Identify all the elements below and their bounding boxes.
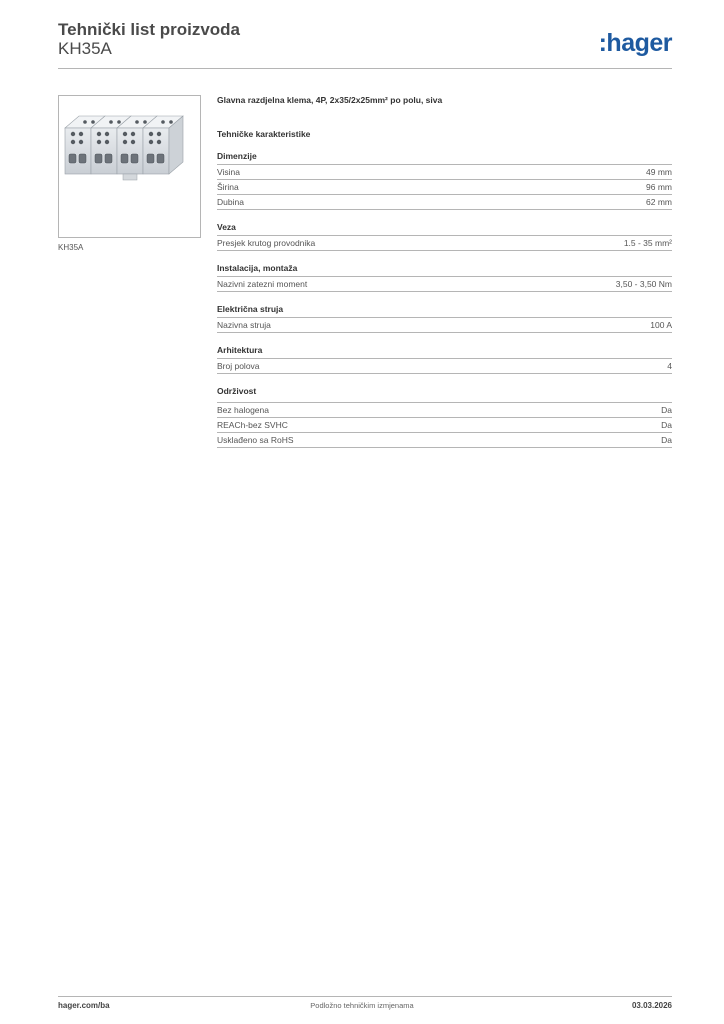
image-caption: KH35A [58,243,84,252]
spec-row [217,195,672,210]
spec-label: Broj polova [217,361,260,371]
hager-logo: :hager [598,29,672,57]
terminal-block-illustration [59,96,200,237]
footer-date: 03.03.2026 [631,1001,672,1010]
group-title-elektricna-struja: Električna struja [217,304,672,318]
spec-value: Da [661,405,672,415]
group-title-odrzivost: Održivost [217,386,672,403]
page-title: Tehnički list proizvoda [58,20,240,39]
product-image [58,95,201,238]
footer-disclaimer: Podložno tehničkim izmjenama [310,1001,414,1010]
footer-website-link[interactable]: hager.com/ba [58,1001,110,1010]
group-title-instalacija: Instalacija, montaža [217,263,672,277]
spec-row [217,433,672,448]
spec-value: 4 [667,361,672,371]
spec-label: Usklađeno sa RoHS [217,435,294,445]
spec-value: 62 mm [646,197,672,207]
group-title-dimenzije: Dimenzije [217,151,672,165]
spec-value: 96 mm [646,182,672,192]
spec-row [217,318,672,333]
spec-value: 3,50 - 3,50 Nm [615,279,672,289]
spec-row [217,359,672,374]
product-description: Glavna razdjelna klema, 4P, 2x35/2x25mm² po polu, siva [217,95,443,105]
section-title: Tehničke karakteristike [217,129,311,139]
spec-row [217,180,672,195]
spec-value: Da [661,435,672,445]
spec-row [217,277,672,292]
spec-value: Da [661,420,672,430]
spec-content [217,95,672,448]
spec-label: Nazivna struja [217,320,271,330]
spec-label: Nazivni zatezni moment [217,279,308,289]
spec-row [217,418,672,433]
spec-label: Dubina [217,197,244,207]
group-title-arhitektura: Arhitektura [217,345,672,359]
spec-row [217,403,672,418]
spec-row [217,236,672,251]
footer-divider [58,996,672,997]
spec-value: 100 A [650,320,672,330]
spec-label: Bez halogena [217,405,269,415]
spec-value: 1.5 - 35 mm² [623,238,672,248]
product-code: KH35A [58,39,112,58]
header-divider [58,68,672,69]
spec-label: Presjek krutog provodnika [217,238,316,248]
group-title-veza: Veza [217,222,672,236]
spec-label: Visina [217,167,240,177]
spec-label: Širina [217,182,239,192]
spec-label: REACh-bez SVHC [217,420,288,430]
spec-value: 49 mm [646,167,672,177]
spec-row [217,165,672,180]
